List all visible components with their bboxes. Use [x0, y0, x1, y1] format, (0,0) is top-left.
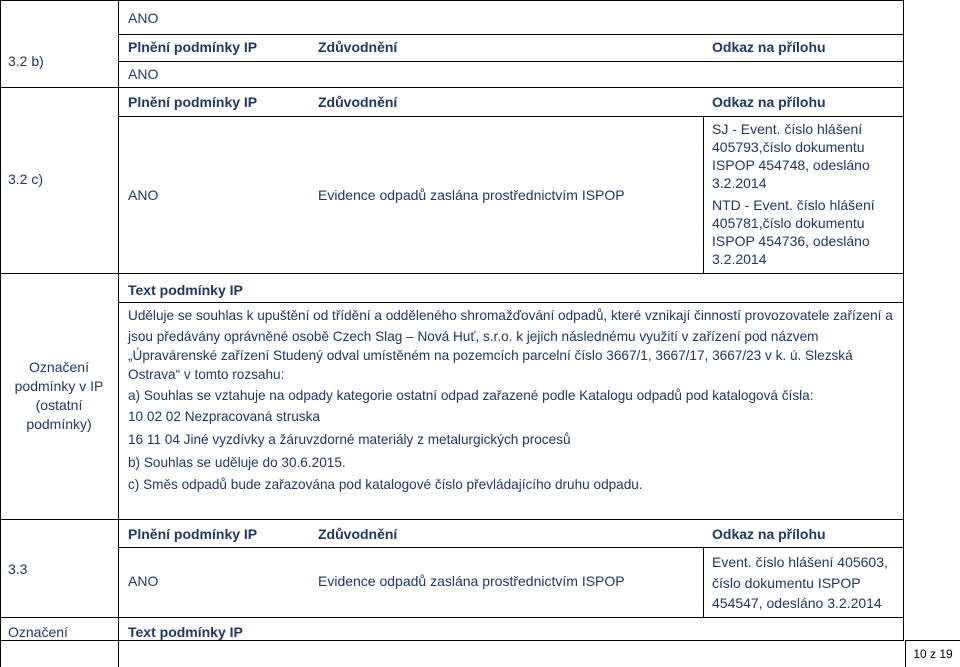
grid-line [0, 0, 904, 1]
paragraph-line: jsou předávány oprávněné osobě Czech Slag – Nová Huť, s.r.o. k jejich následnému využití v zařízení pod názvem [128, 329, 819, 344]
header-attachment: Odkaz na přílohu [712, 94, 826, 110]
attachment-line: 454547, odesláno 3.2.2014 [712, 595, 882, 611]
row-number: 3.2 b) [8, 53, 44, 69]
grid-line [118, 34, 904, 35]
grid-line [0, 0, 1, 667]
compliance-value: ANO [128, 66, 159, 82]
grid-line [118, 0, 119, 667]
header-attachment: Odkaz na přílohu [712, 526, 826, 542]
grid-line [903, 0, 904, 640]
header-justification: Zdůvodnění [318, 526, 398, 542]
label-line: podmínky v IP [14, 378, 104, 394]
grid-line [118, 547, 904, 548]
item-c: c) Směs odpadů bude zařazována pod katalogové číslo převládajícího druhu odpadu. [128, 477, 643, 492]
header-justification: Zdůvodnění [318, 94, 398, 110]
grid-line [118, 116, 904, 117]
label-line: (ostatní [35, 397, 83, 413]
compliance-value: ANO [128, 187, 159, 203]
label-line: podmínky) [26, 416, 92, 432]
header-attachment: Odkaz na přílohu [712, 39, 826, 55]
attachment-line: 3.2.2014 [712, 251, 767, 267]
grid-line [703, 116, 704, 273]
attachment-line: Event. číslo hlášení 405603, [712, 554, 888, 570]
header-compliance: Plnění podmínky IP [128, 526, 258, 542]
paragraph-line: „Úpravárenské zařízení Studený odval umístěném na pozemcích parcelní číslo 3667/1, 3667/17, 3667/23 v k. ú. Slezská [128, 348, 853, 363]
header-condition-text: Text podmínky IP [128, 282, 243, 298]
grid-line [0, 519, 904, 520]
grid-line [0, 87, 904, 88]
grid-line [118, 61, 904, 62]
row-number: 3.2 c) [8, 171, 44, 187]
header-justification: Zdůvodnění [318, 39, 398, 55]
attachment-line: číslo dokumentu ISPOP [712, 575, 861, 591]
grid-line [118, 302, 904, 303]
attachment-line: 405793,číslo dokumentu [712, 139, 865, 155]
row-label: Označení [8, 624, 68, 640]
grid-line [0, 273, 904, 274]
attachment-line: ISPOP 454736, odesláno [712, 233, 870, 249]
compliance-value: ANO [128, 573, 159, 589]
attachment-line: SJ - Event. číslo hlášení [712, 121, 863, 137]
attachment-line: ISPOP 454748, odesláno [712, 157, 870, 173]
attachment-line: 3.2.2014 [712, 175, 767, 191]
code-line: 16 11 04 Jiné vyzdívky a žáruvzdorné materiály z metalurgických procesů [128, 432, 571, 447]
code-line: 10 02 02 Nezpracovaná struska [128, 409, 320, 424]
item-a: a) Souhlas se vztahuje na odpady kategorie ostatní odpad zařazené podle Katalogu odpadů pod katalogová čísla: [128, 388, 814, 403]
paragraph-line: Uděluje se souhlas k upuštění od třídění a odděleného shromažďování odpadů, které vznikají činností provozovatele zařízení a [128, 308, 893, 323]
top-value: ANO [128, 10, 159, 26]
header-compliance: Plnění podmínky IP [128, 94, 258, 110]
label-line: Označení [29, 359, 89, 375]
grid-line [0, 617, 904, 618]
row-number: 3.3 [8, 561, 28, 577]
header-compliance: Plnění podmínky IP [128, 39, 258, 55]
header-condition-text: Text podmínky IP [128, 624, 243, 640]
item-b: b) Souhlas se uděluje do 30.6.2015. [128, 455, 346, 470]
justification-value: Evidence odpadů zaslána prostřednictvím ISPOP [318, 573, 625, 589]
attachment-line: NTD - Event. číslo hlášení [712, 197, 875, 213]
attachment-line: 405781,číslo dokumentu [712, 215, 865, 231]
paragraph-line: Ostrava“ v tomto rozsahu: [128, 367, 285, 382]
page-number: 10 z 19 [905, 640, 960, 667]
justification-value: Evidence odpadů zaslána prostřednictvím ISPOP [318, 187, 625, 203]
grid-line [703, 547, 704, 617]
